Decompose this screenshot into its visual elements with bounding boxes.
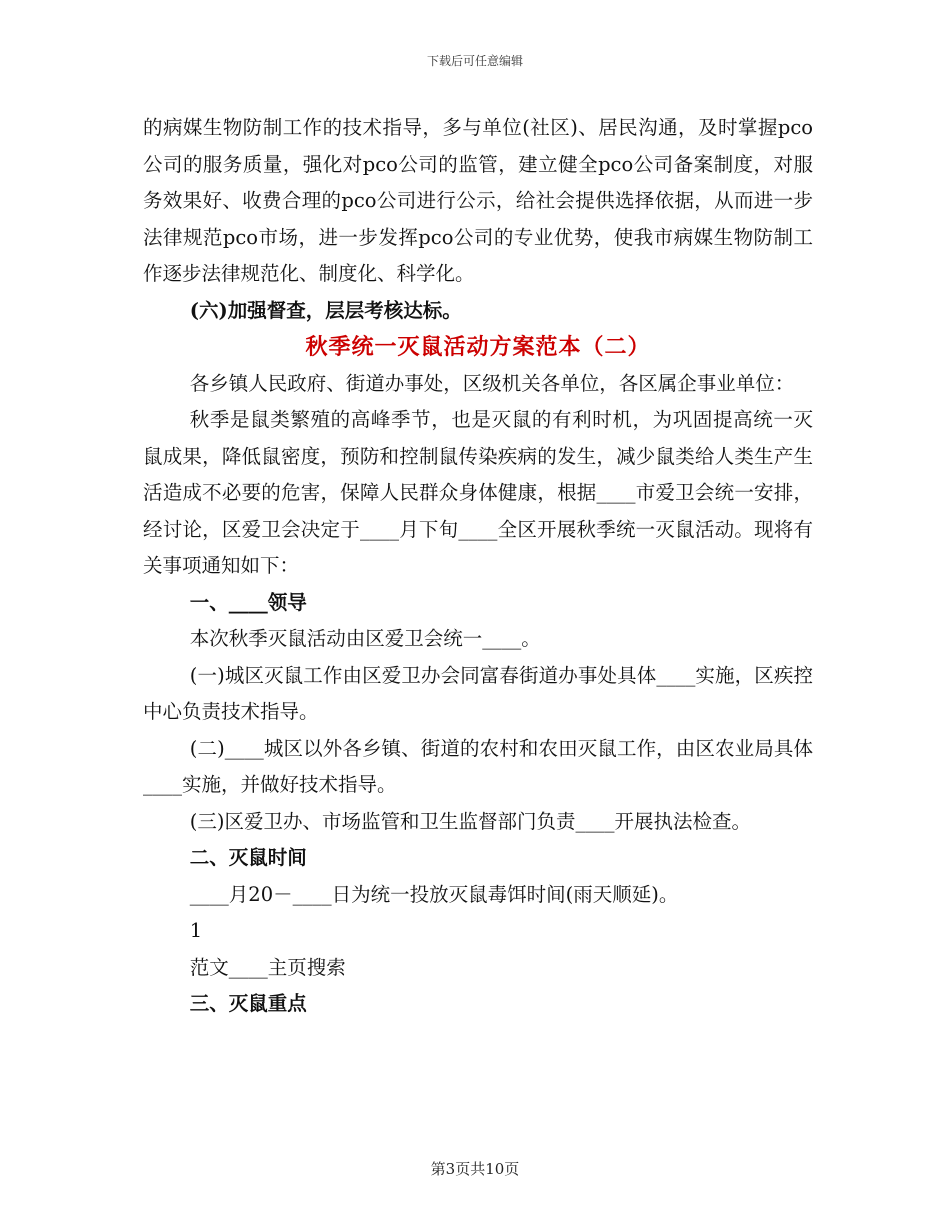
section-heading: (六)加强督查，层层考核达标。	[189, 298, 462, 322]
paragraph: 本次秋季灭鼠活动由区爱卫会统一____。	[189, 627, 541, 650]
paragraph: 的病媒生物防制工作的技术指导，多与单位(社区)、居民沟通，及时掌握pco公司的服务质量，强化对pco公司的监管，建立健全pco公司备案制度，对服务效果好、收费合理的pco公司进行公示，给社会提供选择依据，从而进一步法律规范pco市场，进一步发挥pco公司的专业优势，使我市病媒生物防制工作逐步法律规范化、制度化、科学化。	[143, 116, 813, 285]
document-body	[143, 110, 813, 1023]
section-heading: 二、灭鼠时间	[189, 846, 307, 869]
paragraph: ____月20－____日为统一投放灭鼠毒饵时间(雨天顺延)。	[189, 882, 679, 906]
list-item: (一)城区灭鼠工作由区爱卫办会同富春街道办事处具体____实施，区疾控中心负责技术指导。	[143, 663, 813, 723]
list-item: (三)区爱卫办、市场监管和卫生监督部门负责____开展执法检查。	[189, 809, 752, 833]
section-heading: 三、灭鼠重点	[189, 992, 307, 1015]
site-line: 范文____主页搜索	[189, 955, 346, 979]
paragraph: 秋季是鼠类繁殖的高峰季节，也是灭鼠的有利时机，为巩固提高统一灭鼠成果，降低鼠密度，预防和控制鼠传染疾病的发生，减少鼠类给人类生产生活造成不必要的危害，保障人民群众身体健康，根据____市爱卫会统一安排，经讨论，区爱卫会决定于____月下旬____全区开展秋季统一灭鼠活动。现将有关事项通知如下：	[143, 408, 813, 577]
salutation: 各乡镇人民政府、街道办事处，区级机关各单位，各区属企事业单位：	[189, 371, 795, 395]
page-header: 下载后可任意编辑	[426, 54, 523, 68]
list-item: (二)____城区以外各乡镇、街道的农村和农田灭鼠工作，由区农业局具体____实施，并做好技术指导。	[143, 736, 813, 796]
page-marker: 1	[189, 919, 203, 942]
section-heading: 一、____领导	[189, 590, 307, 614]
document-title: 秋季统一灭鼠活动方案范本（二）	[305, 334, 651, 360]
page-footer: 第3页共10页	[430, 1160, 520, 1178]
